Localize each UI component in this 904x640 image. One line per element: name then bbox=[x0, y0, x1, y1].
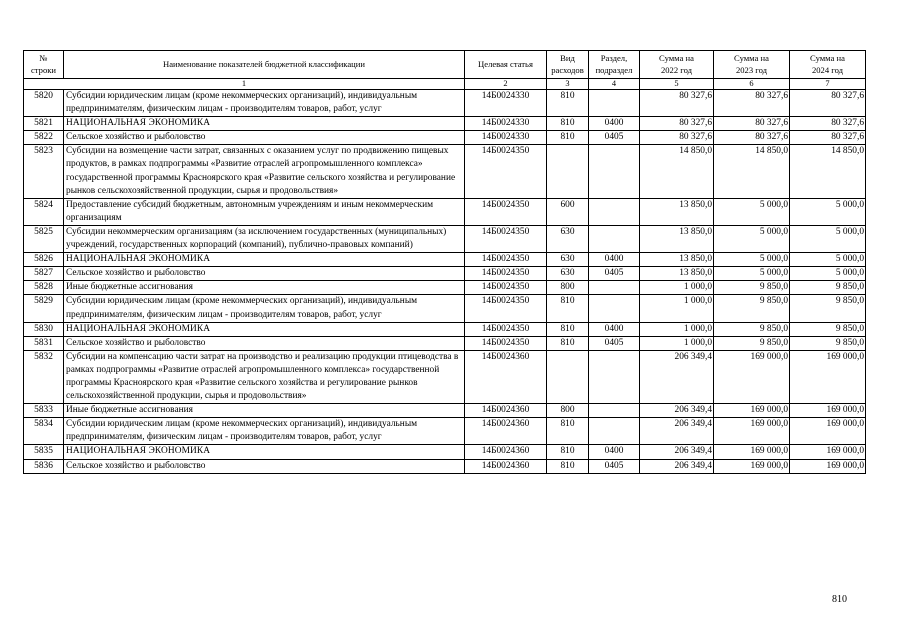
section-code: 0400 bbox=[589, 253, 640, 267]
indicator-name: Иные бюджетные ассигнования bbox=[64, 404, 465, 418]
sum-2022: 206 349,4 bbox=[640, 404, 714, 418]
target-article: 14Б0024350 bbox=[465, 322, 547, 336]
row-number: 5830 bbox=[24, 322, 64, 336]
sum-2023: 5 000,0 bbox=[714, 253, 790, 267]
target-article: 14Б0024360 bbox=[465, 418, 547, 445]
table-row bbox=[24, 281, 866, 295]
sum-2024: 5 000,0 bbox=[790, 198, 866, 225]
sum-2022: 80 327,6 bbox=[640, 90, 714, 117]
sum-2023: 5 000,0 bbox=[714, 198, 790, 225]
table-row bbox=[24, 445, 866, 459]
table-row bbox=[24, 198, 866, 225]
sum-2023: 5 000,0 bbox=[714, 267, 790, 281]
section-code bbox=[589, 418, 640, 445]
row-number: 5835 bbox=[24, 445, 64, 459]
expense-type: 810 bbox=[547, 322, 589, 336]
target-article: 14Б0024350 bbox=[465, 225, 547, 252]
table-row bbox=[24, 350, 866, 403]
sum-2024: 169 000,0 bbox=[790, 459, 866, 473]
indicator-name: НАЦИОНАЛЬНАЯ ЭКОНОМИКА bbox=[64, 253, 465, 267]
indicator-name: Иные бюджетные ассигнования bbox=[64, 281, 465, 295]
table-row bbox=[24, 253, 866, 267]
sum-2023: 5 000,0 bbox=[714, 225, 790, 252]
header-expense-type: Вид расходов bbox=[547, 51, 589, 79]
target-article: 14Б0024330 bbox=[465, 131, 547, 145]
section-code: 0400 bbox=[589, 117, 640, 131]
sum-2022: 206 349,4 bbox=[640, 350, 714, 403]
table-row bbox=[24, 90, 866, 117]
table-row bbox=[24, 267, 866, 281]
indicator-name: Субсидии юридическим лицам (кроме некоммерческих организаций), индивидуальным предпринимателям, физическим лицам - производителям товаров, работ, услуг bbox=[64, 295, 465, 322]
expense-type: 630 bbox=[547, 267, 589, 281]
target-article: 14Б0024350 bbox=[465, 281, 547, 295]
sum-2022: 80 327,6 bbox=[640, 131, 714, 145]
section-code: 0400 bbox=[589, 445, 640, 459]
sum-2023: 169 000,0 bbox=[714, 418, 790, 445]
expense-type: 800 bbox=[547, 281, 589, 295]
indicator-name: Субсидии на компенсацию части затрат на производство и реализацию продукции птицеводства в рамках подпрограммы «Развитие отраслей агропромышленного комплекса» государственной программы Красноярского края «Развитие сельского хозяйства и регулирование рынков сельскохозяйственной продукции, сырья и продовольствия» bbox=[64, 350, 465, 403]
sum-2024: 9 850,0 bbox=[790, 281, 866, 295]
row-number: 5823 bbox=[24, 145, 64, 198]
row-number: 5831 bbox=[24, 336, 64, 350]
expense-type: 810 bbox=[547, 459, 589, 473]
expense-type: 810 bbox=[547, 418, 589, 445]
section-code bbox=[589, 198, 640, 225]
table-row bbox=[24, 225, 866, 252]
header-target-article: Целевая статья bbox=[465, 51, 547, 79]
table-row bbox=[24, 117, 866, 131]
row-number: 5821 bbox=[24, 117, 64, 131]
header-section: Раздел, подраздел bbox=[589, 51, 640, 79]
target-article: 14Б0024350 bbox=[465, 295, 547, 322]
column-number: 7 bbox=[790, 79, 866, 90]
indicator-name: Сельское хозяйство и рыболовство bbox=[64, 459, 465, 473]
row-number: 5834 bbox=[24, 418, 64, 445]
indicator-name: Субсидии на возмещение части затрат, связанных с оказанием услуг по продвижению пищевых продуктов, в рамках подпрограммы «Развитие отраслей агропромышленного комплекса» государственной программы Красноярского края «Развитие сельского хозяйства и регулирование рынков сельскохозяйственной продукции, сырья и продовольствия» bbox=[64, 145, 465, 198]
table-row bbox=[24, 404, 866, 418]
sum-2024: 5 000,0 bbox=[790, 267, 866, 281]
table-row bbox=[24, 145, 866, 198]
sum-2024: 5 000,0 bbox=[790, 225, 866, 252]
row-number: 5825 bbox=[24, 225, 64, 252]
section-code: 0405 bbox=[589, 267, 640, 281]
indicator-name: Сельское хозяйство и рыболовство bbox=[64, 336, 465, 350]
section-code bbox=[589, 350, 640, 403]
table-body bbox=[24, 90, 866, 474]
column-number: 3 bbox=[547, 79, 589, 90]
budget-document-page bbox=[23, 50, 865, 474]
sum-2022: 13 850,0 bbox=[640, 225, 714, 252]
sum-2024: 14 850,0 bbox=[790, 145, 866, 198]
indicator-name: Субсидии некоммерческим организациям (за исключением государственных (муниципальных) учреждений, государственных корпораций (компаний), публично-правовых компаний) bbox=[64, 225, 465, 252]
column-number: 2 bbox=[465, 79, 547, 90]
sum-2024: 169 000,0 bbox=[790, 350, 866, 403]
row-number: 5824 bbox=[24, 198, 64, 225]
table-row bbox=[24, 322, 866, 336]
target-article: 14Б0024350 bbox=[465, 253, 547, 267]
target-article: 14Б0024350 bbox=[465, 145, 547, 198]
target-article: 14Б0024360 bbox=[465, 445, 547, 459]
sum-2022: 206 349,4 bbox=[640, 445, 714, 459]
target-article: 14Б0024330 bbox=[465, 117, 547, 131]
indicator-name: Предоставление субсидий бюджетным, автономным учреждениям и иным некоммерческим организациям bbox=[64, 198, 465, 225]
indicator-name: Сельское хозяйство и рыболовство bbox=[64, 267, 465, 281]
sum-2023: 9 850,0 bbox=[714, 281, 790, 295]
expense-type: 800 bbox=[547, 404, 589, 418]
header-sum-2024: Сумма на 2024 год bbox=[790, 51, 866, 79]
sum-2024: 9 850,0 bbox=[790, 336, 866, 350]
sum-2024: 9 850,0 bbox=[790, 322, 866, 336]
sum-2023: 9 850,0 bbox=[714, 295, 790, 322]
page-number: 810 bbox=[832, 594, 847, 605]
sum-2024: 169 000,0 bbox=[790, 404, 866, 418]
row-number: 5833 bbox=[24, 404, 64, 418]
indicator-name: Субсидии юридическим лицам (кроме некоммерческих организаций), индивидуальным предпринимателям, физическим лицам - производителям товаров, работ, услуг bbox=[64, 90, 465, 117]
row-number: 5829 bbox=[24, 295, 64, 322]
target-article: 14Б0024350 bbox=[465, 267, 547, 281]
column-number: 4 bbox=[589, 79, 640, 90]
target-article: 14Б0024360 bbox=[465, 459, 547, 473]
table-row bbox=[24, 295, 866, 322]
table-header bbox=[24, 51, 866, 90]
target-article: 14Б0024350 bbox=[465, 336, 547, 350]
sum-2024: 5 000,0 bbox=[790, 253, 866, 267]
sum-2022: 80 327,6 bbox=[640, 117, 714, 131]
expense-type: 810 bbox=[547, 295, 589, 322]
expense-type: 810 bbox=[547, 90, 589, 117]
sum-2024: 80 327,6 bbox=[790, 90, 866, 117]
sum-2023: 169 000,0 bbox=[714, 459, 790, 473]
row-number: 5827 bbox=[24, 267, 64, 281]
expense-type bbox=[547, 145, 589, 198]
sum-2022: 1 000,0 bbox=[640, 322, 714, 336]
indicator-name: Сельское хозяйство и рыболовство bbox=[64, 131, 465, 145]
column-number: 5 bbox=[640, 79, 714, 90]
expense-type: 630 bbox=[547, 253, 589, 267]
sum-2024: 9 850,0 bbox=[790, 295, 866, 322]
sum-2022: 13 850,0 bbox=[640, 253, 714, 267]
section-code bbox=[589, 225, 640, 252]
sum-2023: 9 850,0 bbox=[714, 322, 790, 336]
column-number: 1 bbox=[24, 79, 465, 90]
header-sum-2023: Сумма на 2023 год bbox=[714, 51, 790, 79]
column-number: 6 bbox=[714, 79, 790, 90]
expense-type: 810 bbox=[547, 117, 589, 131]
sum-2022: 206 349,4 bbox=[640, 459, 714, 473]
section-code bbox=[589, 281, 640, 295]
target-article: 14Б0024350 bbox=[465, 198, 547, 225]
sum-2024: 169 000,0 bbox=[790, 445, 866, 459]
expense-type: 810 bbox=[547, 131, 589, 145]
sum-2023: 9 850,0 bbox=[714, 336, 790, 350]
table-row bbox=[24, 131, 866, 145]
sum-2023: 14 850,0 bbox=[714, 145, 790, 198]
sum-2023: 80 327,6 bbox=[714, 117, 790, 131]
table-row bbox=[24, 418, 866, 445]
expense-type: 810 bbox=[547, 336, 589, 350]
section-code bbox=[589, 295, 640, 322]
sum-2023: 169 000,0 bbox=[714, 445, 790, 459]
row-number: 5836 bbox=[24, 459, 64, 473]
sum-2023: 80 327,6 bbox=[714, 131, 790, 145]
header-row-number: № строки bbox=[24, 51, 64, 79]
sum-2022: 13 850,0 bbox=[640, 267, 714, 281]
section-code: 0400 bbox=[589, 322, 640, 336]
row-number: 5832 bbox=[24, 350, 64, 403]
row-number: 5822 bbox=[24, 131, 64, 145]
section-code: 0405 bbox=[589, 336, 640, 350]
sum-2023: 169 000,0 bbox=[714, 350, 790, 403]
sum-2024: 80 327,6 bbox=[790, 131, 866, 145]
sum-2022: 1 000,0 bbox=[640, 336, 714, 350]
target-article: 14Б0024360 bbox=[465, 350, 547, 403]
section-code: 0405 bbox=[589, 131, 640, 145]
sum-2022: 206 349,4 bbox=[640, 418, 714, 445]
sum-2024: 169 000,0 bbox=[790, 418, 866, 445]
section-code: 0405 bbox=[589, 459, 640, 473]
header-sum-2022: Сумма на 2022 год bbox=[640, 51, 714, 79]
sum-2023: 169 000,0 bbox=[714, 404, 790, 418]
sum-2023: 80 327,6 bbox=[714, 90, 790, 117]
indicator-name: НАЦИОНАЛЬНАЯ ЭКОНОМИКА bbox=[64, 445, 465, 459]
section-code bbox=[589, 90, 640, 117]
indicator-name: НАЦИОНАЛЬНАЯ ЭКОНОМИКА bbox=[64, 322, 465, 336]
row-number: 5826 bbox=[24, 253, 64, 267]
expense-type: 630 bbox=[547, 225, 589, 252]
table-row bbox=[24, 336, 866, 350]
row-number: 5828 bbox=[24, 281, 64, 295]
sum-2022: 14 850,0 bbox=[640, 145, 714, 198]
indicator-name: Субсидии юридическим лицам (кроме некоммерческих организаций), индивидуальным предпринимателям, физическим лицам - производителям товаров, работ, услуг bbox=[64, 418, 465, 445]
header-indicator-name: Наименование показателей бюджетной классификации bbox=[64, 51, 465, 79]
expense-type: 810 bbox=[547, 445, 589, 459]
indicator-name: НАЦИОНАЛЬНАЯ ЭКОНОМИКА bbox=[64, 117, 465, 131]
target-article: 14Б0024330 bbox=[465, 90, 547, 117]
sum-2022: 1 000,0 bbox=[640, 281, 714, 295]
target-article: 14Б0024360 bbox=[465, 404, 547, 418]
sum-2022: 13 850,0 bbox=[640, 198, 714, 225]
section-code bbox=[589, 145, 640, 198]
section-code bbox=[589, 404, 640, 418]
sum-2022: 1 000,0 bbox=[640, 295, 714, 322]
row-number: 5820 bbox=[24, 90, 64, 117]
budget-table bbox=[23, 50, 866, 474]
table-row bbox=[24, 459, 866, 473]
sum-2024: 80 327,6 bbox=[790, 117, 866, 131]
expense-type bbox=[547, 350, 589, 403]
expense-type: 600 bbox=[547, 198, 589, 225]
